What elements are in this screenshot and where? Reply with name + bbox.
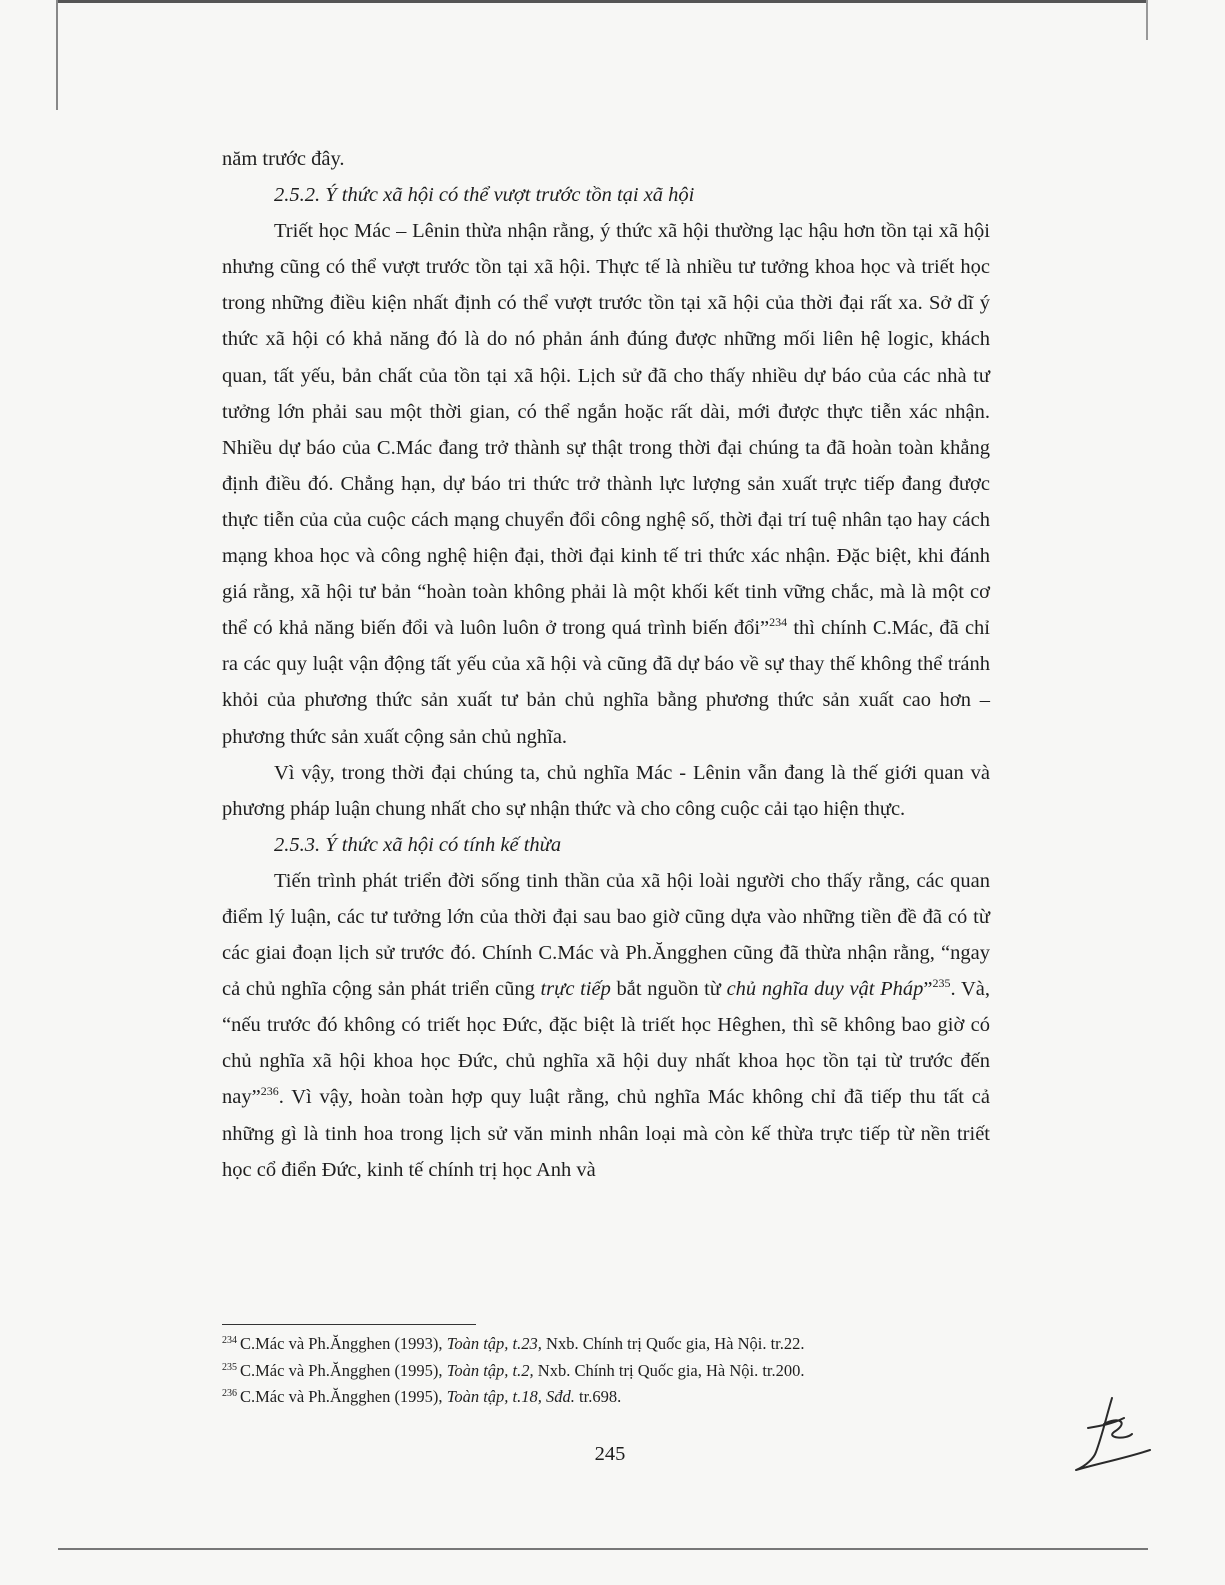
footnote-text: Nxb. Chính trị Quốc gia, Hà Nội. tr.200.	[533, 1360, 805, 1380]
paragraph-3	[222, 863, 990, 1188]
footnote-ref-234: 234	[769, 615, 788, 630]
footnote-number: 235	[222, 1361, 237, 1373]
footnote-number: 236	[222, 1388, 237, 1399]
paragraph-3-text-e: . Vì vậy, hoàn toàn hợp quy luật rằng, chủ nghĩa Mác không chỉ đã tiếp thu tất cả những gì là tinh hoa trong lịch sử văn minh nhân loại mà còn kế thừa trực tiếp từ nền triết học cổ điển Đức, kinh tế chính trị học Anh và	[222, 1086, 990, 1181]
paragraph-1	[222, 213, 990, 754]
footnotes	[222, 1331, 1002, 1411]
page-number: 245	[594, 1443, 626, 1465]
footnote-number: 234	[222, 1335, 237, 1346]
footnote-text: C.Mác và Ph.Ăngghen (1993),	[240, 1334, 447, 1353]
footnote-text: Nxb. Chính trị Quốc gia, Hà Nội. tr.22.	[541, 1334, 805, 1353]
footnote-title: Toàn tập, t.18, Sđd.	[446, 1387, 575, 1406]
scan-edge-top	[58, 0, 1148, 3]
footnote-separator	[222, 1324, 476, 1325]
scan-edge-right	[1146, 0, 1148, 40]
section-heading-2-5-2: 2.5.2. Ý thức xã hội có thể vượt trước tồn tại xã hội	[274, 184, 695, 207]
handwritten-signature	[1066, 1388, 1156, 1478]
scan-edge-bottom	[58, 1548, 1148, 1550]
paragraph-3-text-b: bắt nguồn từ	[610, 978, 727, 1001]
footnote-text: tr.698.	[574, 1387, 622, 1406]
footnote-236	[222, 1384, 1002, 1411]
section-heading-2-5-3: 2.5.3. Ý thức xã hội có tính kế thừa	[274, 833, 562, 856]
paragraph-1-text: Triết học Mác – Lênin thừa nhận rằng, ý thức xã hội thường lạc hậu hơn tồn tại xã hội nhưng cũng có thể vượt trước tồn tại xã hội. Thực tế là nhiều tư tưởng khoa học và triết học trong những điều kiện nhất định có thể vượt trước tồn tại xã hội của thời đại rất xa. Sở dĩ ý thức xã hội có khả năng đó là do nó phản ánh đúng được những mối liên hệ logic, khách quan, tất yếu, bản chất của tồn tại xã hội. Lịch sử đã cho thấy nhiều dự báo của các nhà tư tưởng lớn phải sau một thời gian, có thể ngắn hoặc rất dài, mới được thực tiễn xác nhận. Nhiều dự báo của C.Mác đang trở thành sự thật trong thời đại chúng ta đã hoàn toàn khẳng định điều đó. Chẳng hạn, dự báo tri thức trở thành lực lượng sản xuất trực tiếp đang được thực tiễn của của cuộc cách mạng chuyển đổi công nghệ số, thời đại trí tuệ nhân tạo hay cách mạng khoa học và công nghệ hiện đại, thời đại kinh tế tri thức xác nhận. Đặc biệt, khi đánh giá rằng, xã hội tư bản “hoàn toàn không phải là một khối kết tinh vững chắc, mà là một cơ thể có khả năng biến đổi và luôn luôn ở trong quá trình biến đổi”	[222, 220, 990, 640]
footnote-title: Toàn tập, t.2,	[446, 1360, 534, 1380]
scan-edge-left	[56, 0, 58, 110]
paragraph-1-end: thì chính C.Mác, đã chỉ ra các quy luật vận động tất yếu của xã hội và cũng đã dự báo về sự thay thế không thể tránh khỏi của phương thức sản xuất tư bản chủ nghĩa bằng phương thức sản xuất cao hơn – phương thức sản xuất cộng sản chủ nghĩa.	[222, 617, 990, 748]
paragraph-2: Vì vậy, trong thời đại chúng ta, chủ nghĩa Mác - Lênin vẫn đang là thế giới quan và phương pháp luận chung nhất cho sự nhận thức và cho công cuộc cải tạo hiện thực.	[222, 761, 990, 820]
paragraph-3-text-d: . Và, “nếu trước đó không có triết học Đức, đặc biệt là triết học Hêghen, thì sẽ không bao giờ có chủ nghĩa xã hội khoa học Đức, chủ nghĩa xã hội duy nhất khoa học tồn tại từ trước đến nay”	[222, 978, 990, 1109]
footnote-ref-235: 235	[932, 976, 951, 991]
footnote-235	[222, 1358, 1002, 1385]
footnote-text: C.Mác và Ph.Ăngghen (1995),	[240, 1360, 447, 1380]
paragraph-3-text-c: ”	[923, 978, 933, 1001]
body-text	[222, 141, 990, 1188]
footnote-ref-236: 236	[260, 1084, 279, 1099]
footnote-title: Toàn tập, t.23,	[446, 1334, 542, 1353]
footnote-234	[222, 1331, 1002, 1358]
continuation-line: năm trước đây.	[222, 148, 345, 170]
paragraph-3-italic-1: trực tiếp	[540, 978, 611, 1001]
paragraph-3-text-a: Tiến trình phát triển đời sống tinh thần của xã hội loài người cho thấy rằng, các quan điểm lý luận, các tư tưởng lớn của thời đại sau bao giờ cũng dựa vào những tiền đề đã có từ các giai đoạn lịch sử trước đó. Chính C.Mác và Ph.Ăngghen cũng đã thừa nhận rằng, “ngay cả chủ nghĩa cộng sản phát triển cũng	[222, 869, 990, 1001]
footnote-text: C.Mác và Ph.Ăngghen (1995),	[240, 1387, 447, 1406]
paragraph-3-italic-2: chủ nghĩa duy vật Pháp	[726, 978, 924, 1001]
